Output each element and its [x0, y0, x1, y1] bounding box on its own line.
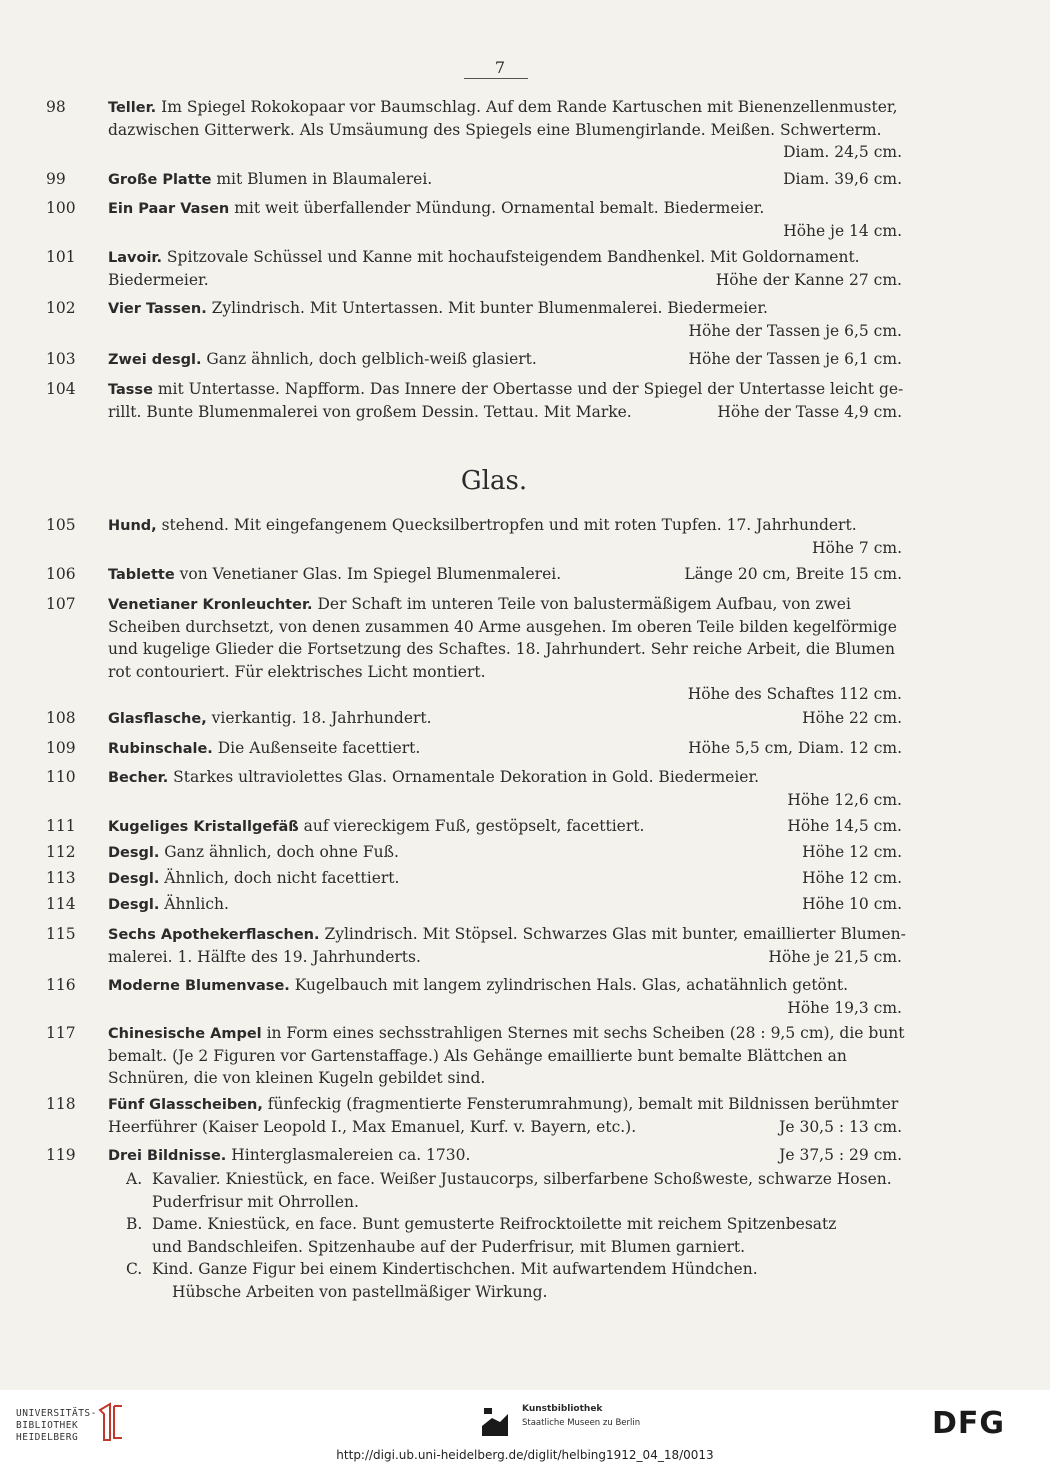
entry-text: Die Außenseite facettiert. — [212, 739, 421, 757]
entry-text: Heerführer (Kaiser Leopold I., Max Emanuel, Kurf. v. Bayern, etc.). — [108, 1117, 637, 1136]
sub-item-label: C. — [126, 1260, 143, 1278]
entry-dimensions: Je 30,5 : 13 cm. — [779, 1117, 902, 1136]
entry-number: 112 — [46, 843, 76, 861]
sub-item-label: B. — [126, 1215, 143, 1233]
entry-dimensions: Höhe der Tassen je 6,1 cm. — [688, 350, 902, 368]
entry-dimensions: Höhe je 21,5 cm. — [768, 947, 902, 966]
entry-number: 114 — [46, 895, 76, 913]
entry-dimensions: Höhe der Tassen je 6,5 cm. — [688, 321, 902, 340]
entry-number: 113 — [46, 869, 76, 887]
page-number-rule — [464, 78, 528, 79]
sub-item-b — [126, 1213, 930, 1258]
entry-title: Desgl. — [108, 897, 160, 913]
ub-line: BIBLIOTHEK — [16, 1420, 79, 1431]
entry-text: Biedermeier. — [108, 270, 209, 289]
entry-text: und kugelige Glieder die Fortsetzung des Schaftes. 18. Jahrhundert. Sehr reiche Arbeit, die Blumen — [108, 640, 896, 658]
ub-heidelberg-logo-text — [16, 1408, 97, 1444]
entry-title: Zwei desgl. — [108, 352, 202, 368]
entry-dimensions: Höhe 12 cm. — [802, 869, 902, 887]
sub-item-c — [126, 1258, 930, 1303]
entry-title: Vier Tassen. — [108, 301, 207, 317]
sub-item-text: Kind. Ganze Figur bei einem Kindertischchen. Mit aufwartendem Hündchen. — [152, 1260, 758, 1278]
entry-title: Ein Paar Vasen — [108, 201, 230, 217]
entry-text: stehend. Mit eingefangenem Quecksilbertropfen und mit roten Tupfen. 17. Jahrhundert. — [156, 516, 857, 534]
entry-number: 119 — [46, 1146, 76, 1164]
entry-text: Ganz ähnlich, doch gelblich-weiß glasiert. — [201, 350, 537, 368]
entry-text: Schnüren, die von kleinen Kugeln gebildet sind. — [108, 1069, 486, 1087]
entry-title: Fünf Glasscheiben, — [108, 1097, 263, 1113]
sub-item-a — [126, 1168, 930, 1213]
entry-dimensions: Höhe je 14 cm. — [783, 221, 902, 240]
entry-text: mit Blumen in Blaumalerei. — [211, 170, 433, 188]
entry-dimensions: Diam. 39,6 cm. — [783, 170, 902, 188]
entry-dimensions: Länge 20 cm, Breite 15 cm. — [684, 565, 902, 583]
entry-text: Zylindrisch. Mit Stöpsel. Schwarzes Glas mit bunter, emaillierter Blumen- — [319, 925, 906, 943]
entry-dimensions: Höhe 22 cm. — [802, 709, 902, 727]
entry-number: 101 — [46, 248, 76, 266]
entry-title: Teller. — [108, 100, 157, 116]
kunstbibliothek-mark-icon — [480, 1404, 510, 1438]
entry-text: Zylindrisch. Mit Untertassen. Mit bunter Blumenmalerei. Biedermeier. — [206, 299, 768, 317]
entry-number: 108 — [46, 709, 76, 727]
entry-title: Becher. — [108, 770, 169, 786]
entry-text: Hinterglasmalereien ca. 1730. — [226, 1146, 471, 1164]
entry-number: 111 — [46, 817, 76, 835]
entry-title: Desgl. — [108, 871, 160, 887]
sub-item-text: und Bandschleifen. Spitzenhaube auf der Puderfrisur, mit Blumen garniert. — [152, 1237, 746, 1256]
entry-title: Venetianer Kronleuchter. — [108, 597, 313, 613]
entry-number: 106 — [46, 565, 76, 583]
entry-dimensions: Höhe 12,6 cm. — [787, 790, 902, 809]
entry-title: Lavoir. — [108, 250, 162, 266]
entry-number: 99 — [46, 170, 66, 188]
entry-dimensions: Diam. 24,5 cm. — [783, 143, 902, 161]
kunstbibliothek-subtitle: Staatliche Museen zu Berlin — [522, 1418, 641, 1428]
entry-dimensions: Höhe 7 cm. — [811, 538, 902, 557]
sub-item-text: Hübsche Arbeiten von pastellmäßiger Wirkung. — [172, 1282, 548, 1301]
entry-number: 117 — [46, 1024, 76, 1042]
entry-title: Desgl. — [108, 845, 160, 861]
entry-dimensions: Höhe der Kanne 27 cm. — [715, 270, 902, 289]
section-heading: Glas. — [460, 466, 528, 496]
entry-text: Ganz ähnlich, doch ohne Fuß. — [159, 843, 399, 861]
entry-number: 110 — [46, 768, 76, 786]
entry-number: 104 — [46, 380, 76, 398]
entry-title: Rubinschale. — [108, 741, 213, 757]
entry-number: 102 — [46, 299, 76, 317]
footer-bar — [0, 1390, 1050, 1466]
page-number: 7 — [494, 58, 506, 77]
entry-text: mit weit überfallender Mündung. Ornamental bemalt. Biedermeier. — [229, 199, 765, 217]
entry-text: bemalt. (Je 2 Figuren vor Gartenstaffage.) Als Gehänge emaillierte bunt bemalte Blättchen an — [108, 1046, 847, 1065]
entry-dimensions: Je 37,5 : 29 cm. — [779, 1146, 902, 1164]
entry-number: 103 — [46, 350, 76, 368]
entry-text: mit Untertasse. Napfform. Das Innere der Obertasse und der Spiegel der Untertasse leicht ge- — [152, 380, 904, 398]
entry-dimensions: Höhe 5,5 cm, Diam. 12 cm. — [688, 739, 902, 757]
entry-text: vierkantig. 18. Jahrhundert. — [206, 709, 432, 727]
entry-number: 100 — [46, 199, 76, 217]
entry-number: 105 — [46, 516, 76, 534]
entry-text: Ähnlich. — [159, 895, 229, 913]
entry-number: 109 — [46, 739, 76, 757]
entry-number: 115 — [46, 925, 76, 943]
entry-dimensions: Höhe 19,3 cm. — [787, 998, 902, 1017]
entry-title: Sechs Apothekerflaschen. — [108, 927, 320, 943]
entry-text: fünfeckig (fragmentierte Fensterumrahmung), bemalt mit Bildnissen berühmter — [262, 1095, 899, 1113]
entry-text: von Venetianer Glas. Im Spiegel Blumenmalerei. — [174, 565, 562, 583]
entry-title: Glasflasche, — [108, 711, 207, 727]
entry-title: Tasse — [108, 382, 153, 398]
sub-item-text: Puderfrisur mit Ohrrollen. — [152, 1192, 359, 1211]
entry-dimensions: Höhe der Tasse 4,9 cm. — [717, 402, 902, 421]
entry-text: rillt. Bunte Blumenmalerei von großem Dessin. Tettau. Mit Marke. — [108, 402, 632, 421]
entry-text: Ähnlich, doch nicht facettiert. — [159, 869, 400, 887]
entry-title: Chinesische Ampel — [108, 1026, 262, 1042]
entry-dimensions: Höhe 14,5 cm. — [787, 817, 902, 835]
entry-text: in Form eines sechsstrahligen Sternes mit sechs Scheiben (28 : 9,5 cm), die bunt — [261, 1024, 905, 1042]
sub-item-text: Dame. Kniestück, en face. Bunt gemusterte Reifrocktoilette mit reichem Spitzenbesatz — [152, 1215, 837, 1233]
sub-item-text: Kavalier. Kniestück, en face. Weißer Justaucorps, silberfarbene Schoßweste, schwarze Hosen. — [152, 1170, 892, 1188]
entry-text: Der Schaft im unteren Teile von balustermäßigem Aufbau, von zwei — [312, 595, 851, 613]
dfg-logo: DFG — [932, 1406, 1006, 1441]
entry-text: auf viereckigem Fuß, gestöpselt, facettiert. — [298, 817, 645, 835]
entry-number: 116 — [46, 976, 76, 994]
entry-text: malerei. 1. Hälfte des 19. Jahrhunderts. — [108, 947, 421, 966]
ub-line: UNIVERSITÄTS- — [16, 1408, 97, 1419]
entry-text: rot contouriert. Für elektrisches Licht montiert. — [108, 662, 486, 681]
entry-title: Moderne Blumenvase. — [108, 978, 290, 994]
sub-item-label: A. — [126, 1170, 143, 1188]
entry-text: Spitzovale Schüssel und Kanne mit hochaufsteigendem Bandhenkel. Mit Goldornament. — [162, 248, 860, 266]
entry-title: Kugeliges Kristallgefäß — [108, 819, 299, 835]
ub-heidelberg-emblem-icon — [96, 1402, 126, 1442]
entry-text: Im Spiegel Rokokopaar vor Baumschlag. Auf dem Rande Kartuschen mit Bienenzellenmuster, — [156, 98, 898, 116]
entry-number: 98 — [46, 98, 66, 116]
entry-number: 118 — [46, 1095, 76, 1113]
entry-text: Kugelbauch mit langem zylindrischen Hals. Glas, achatähnlich getönt. — [289, 976, 849, 994]
entry-title: Drei Bildnisse. — [108, 1148, 227, 1164]
entry-title: Hund, — [108, 518, 157, 534]
entry-dimensions: Höhe des Schaftes 112 cm. — [687, 685, 902, 703]
entry-number: 107 — [46, 595, 76, 613]
entry-text: Starkes ultraviolettes Glas. Ornamentale Dekoration in Gold. Biedermeier. — [168, 768, 760, 786]
entry-dimensions: Höhe 10 cm. — [802, 895, 902, 913]
entry-title: Große Platte — [108, 172, 212, 188]
entry-dimensions: Höhe 12 cm. — [802, 843, 902, 861]
entry-text: Scheiben durchsetzt, von denen zusammen 40 Arme ausgehen. Im oberen Teile bilden kegelförmige — [108, 617, 897, 636]
kunstbibliothek-title: Kunstbibliothek — [522, 1404, 603, 1414]
entry-title: Tablette — [108, 567, 175, 583]
source-url[interactable]: http://digi.ub.uni-heidelberg.de/diglit/helbing1912_04_18/0013 — [336, 1448, 714, 1462]
entry-text: dazwischen Gitterwerk. Als Umsäumung des Spiegels eine Blumengirlande. Meißen. Schwerterm. — [108, 120, 882, 139]
ub-line: HEIDELBERG — [16, 1432, 79, 1443]
